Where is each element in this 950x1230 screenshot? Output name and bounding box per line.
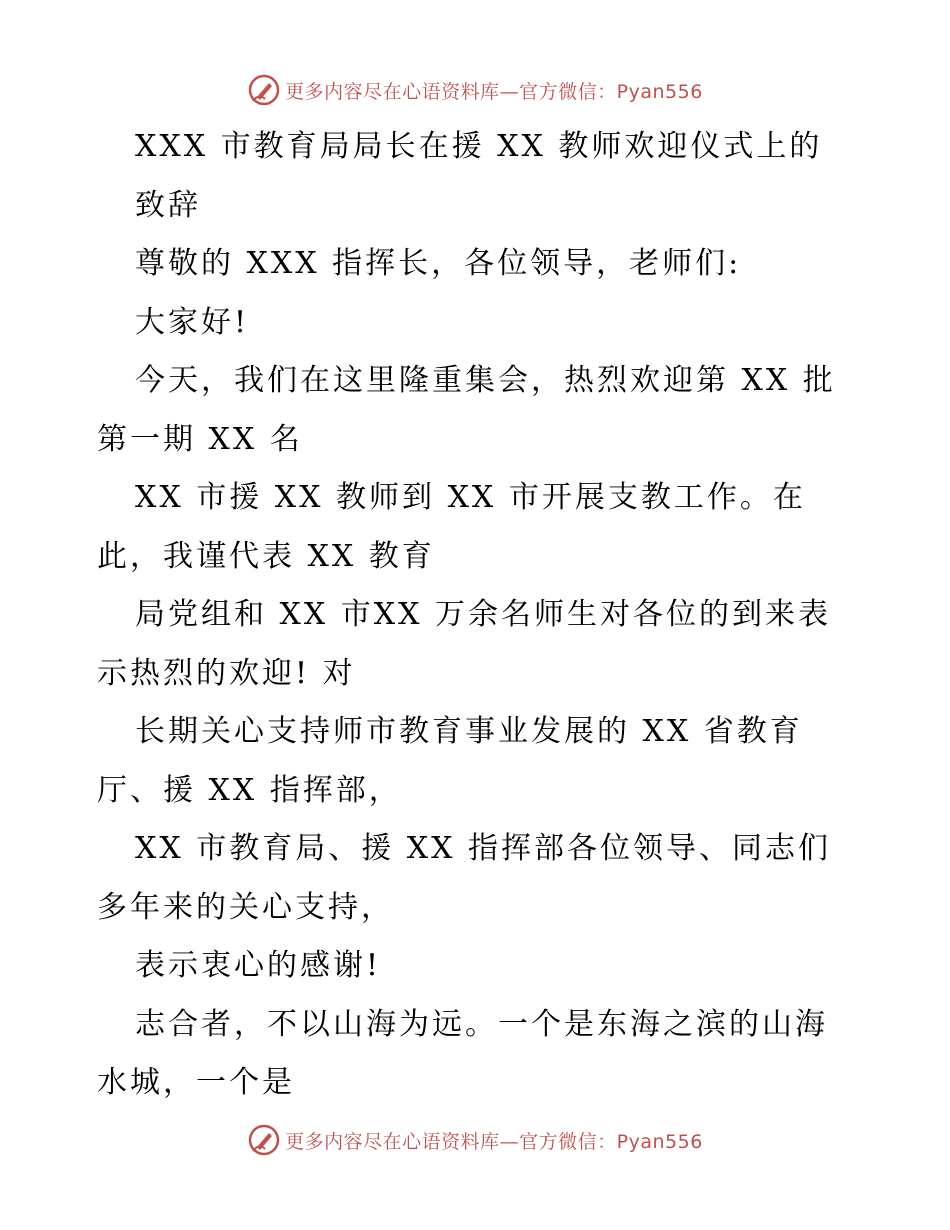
greeting: 大家好! xyxy=(135,304,250,340)
banner-wechat-id: Pyan556 xyxy=(616,1130,703,1153)
paragraph-line: 今天，我们在这里隆重集会，热烈欢迎第 XX 批 xyxy=(135,363,836,398)
paragraph-line: 第一期 XX 名 xyxy=(97,421,303,457)
salutation: 尊敬的 XXX 指挥长，各位领导，老师们: xyxy=(135,246,742,281)
pen-logo-icon xyxy=(247,73,281,107)
banner-text: 更多内容尽在心语资料库—官方微信：Pyan556 xyxy=(285,1130,703,1153)
paragraph-line: 厅、援 XX 指挥部， xyxy=(97,772,402,808)
title-line-2: 致辞 xyxy=(135,187,201,223)
document-body xyxy=(97,118,857,1113)
paragraph-line: 表示衷心的感谢! xyxy=(135,948,382,983)
paragraph-line: 长期关心支持师市教育事业发展的 XX 省教育 xyxy=(135,714,803,749)
paragraph-line: 志合者，不以山海为远。一个是东海之滨的山海 xyxy=(135,1006,828,1042)
paragraph-line: 示热烈的欢迎! 对 xyxy=(97,655,356,691)
footer-banner xyxy=(0,1120,950,1160)
header-banner xyxy=(0,70,950,110)
paragraph-line: XX 市援 XX 教师到 XX 市开展支教工作。在 xyxy=(135,480,806,515)
paragraph-line: 局党组和 XX 市XX 万余名师生对各位的到来表 xyxy=(135,597,832,632)
banner-text: 更多内容尽在心语资料库—官方微信：Pyan556 xyxy=(285,80,703,103)
pen-logo-icon xyxy=(247,1123,281,1157)
paragraph-line: XX 市教育局、援 XX 指挥部各位领导、同志们 xyxy=(135,831,832,866)
banner-wechat-id: Pyan556 xyxy=(616,80,703,103)
paragraph-line: 多年来的关心支持， xyxy=(97,889,394,925)
paragraph-line: 此，我谨代表 XX 教育 xyxy=(97,538,435,574)
paragraph-line: 水城，一个是 xyxy=(97,1065,295,1100)
title-line-1: XXX 市教育局局长在援 XX 教师欢迎仪式上的 xyxy=(135,129,823,164)
